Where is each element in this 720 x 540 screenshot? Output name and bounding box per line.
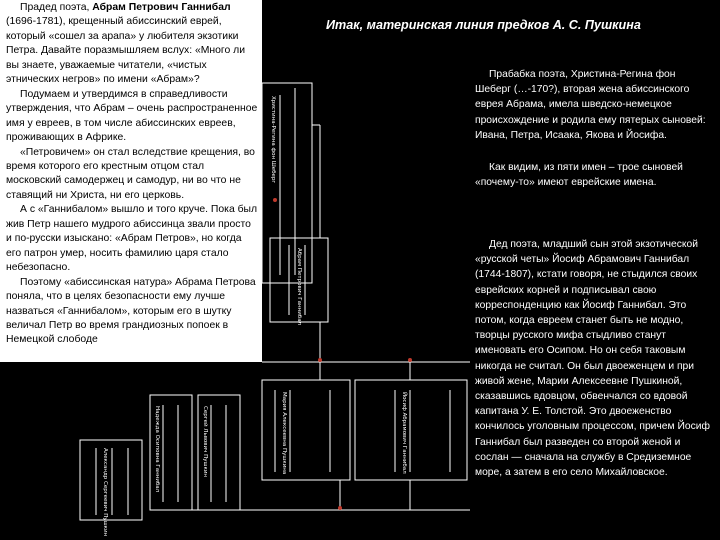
left-paragraph-2: Подумаем и утвердимся в справедливости утверждения, что Абрам – очень распространенное имя у евреев, в том числе абиссинских евреев, проживающих в Африке.	[6, 88, 258, 144]
tree-card-1-caption: Христина-Регина фон Шеберг	[270, 96, 276, 184]
tree-card-2-caption: Абрам Петрович Ганнибал	[296, 248, 302, 326]
left-p1-start: Прадед поэта,	[20, 2, 93, 13]
left-paragraph-4: А с «Ганнибалом» вышло и того круче. Пока был жив Петр нашего мудрого абиссинца звали просто и по-русски изыскано: «Абрам Петров», но когда его патрон умер, носить фамилию царя стало небезопасно.	[6, 204, 258, 274]
left-p1-rest: (1696-1781), крещенный абиссинский еврей, который «сошел за арапа» у любителя экзотики Петра. Давайте поразмышляем вслух: «Много ли вы знаете, уважаемые читатели, «чистых этнических негров» по имени «Абрам»?	[6, 16, 246, 86]
tree-card-7-caption: Александр Сергеевич Пушкин	[102, 448, 108, 537]
tree-card-5-caption: Надежда Осиповна Ганнибал	[154, 406, 160, 493]
right-p3-text: Дед поэта, младший сын этой экзотической «русской четы» Йосиф Абрамович Ганнибал (1744-1807), кстати говоря, не стыдился своих еврейских корней и подписывал свою корреспонденцию как Йосиф Ганнибал. Это потом, когда евреем станет быть не модно, творцы русского мифа стыдливо станут именовать его Осипом. Но он себя таковым никогда не считал. Он был двоеженцем и при живой жене, Марии Алексеевне Пушкиной, сказавшись вдовцом, обвенчался со вдовой капитана У. Е. Толстой. Это двоеженство кончилось уголовным процессом, причем Йосиф Ганнибал был разведен со второй женой и сослан — сначала на службу в Средиземное море, а затем в его село Михайловское.	[475, 239, 710, 479]
right-p1-text: Прабабка поэта, Христина-Регина фон Шеберг (…-170?), вторая жена абиссинского еврея Абрама, имела шведско-немецкое происхождение и родила ему пятерых сыновей: Ивана, Петра, Исаака, Якова и Йосифа.	[475, 69, 706, 141]
right-p2-text: Как видим, из пяти имен – трое сыновей «почему-то» имеют еврейские имена.	[475, 162, 683, 189]
tree-card-6-caption: Сергей Львович Пушкин	[202, 406, 208, 478]
left-paragraph-5: Поэтому «абиссинская натура» Абрама Петрова поняла, что в целях безопасности ему лучше назваться «Ганнибалом», которым его в шутку величал Петр во время грандиозных попоек в Немецкой слободе	[6, 276, 256, 346]
tree-card-3-caption: Мария Алексеевна Пушкина	[281, 392, 287, 475]
left-paragraph-3: «Петровичем» он стал вследствие крещения, во время которого его крестным отцом стал московский самодержец и самодур, ни во что не ставящий ни Христа, ни его церковь.	[6, 146, 255, 201]
left-p1-name: Абрам Петрович Ганнибал	[92, 2, 231, 13]
right-paragraph-2	[475, 160, 710, 190]
tree-card-7	[80, 440, 142, 520]
tree-card-4-caption: Йосиф Абрамович Ганнибал	[401, 392, 407, 474]
page-title: Итак, материнская линия предков А. С. Пушкина	[326, 18, 641, 32]
right-paragraph-3	[475, 237, 710, 480]
right-paragraph-1	[475, 67, 710, 143]
